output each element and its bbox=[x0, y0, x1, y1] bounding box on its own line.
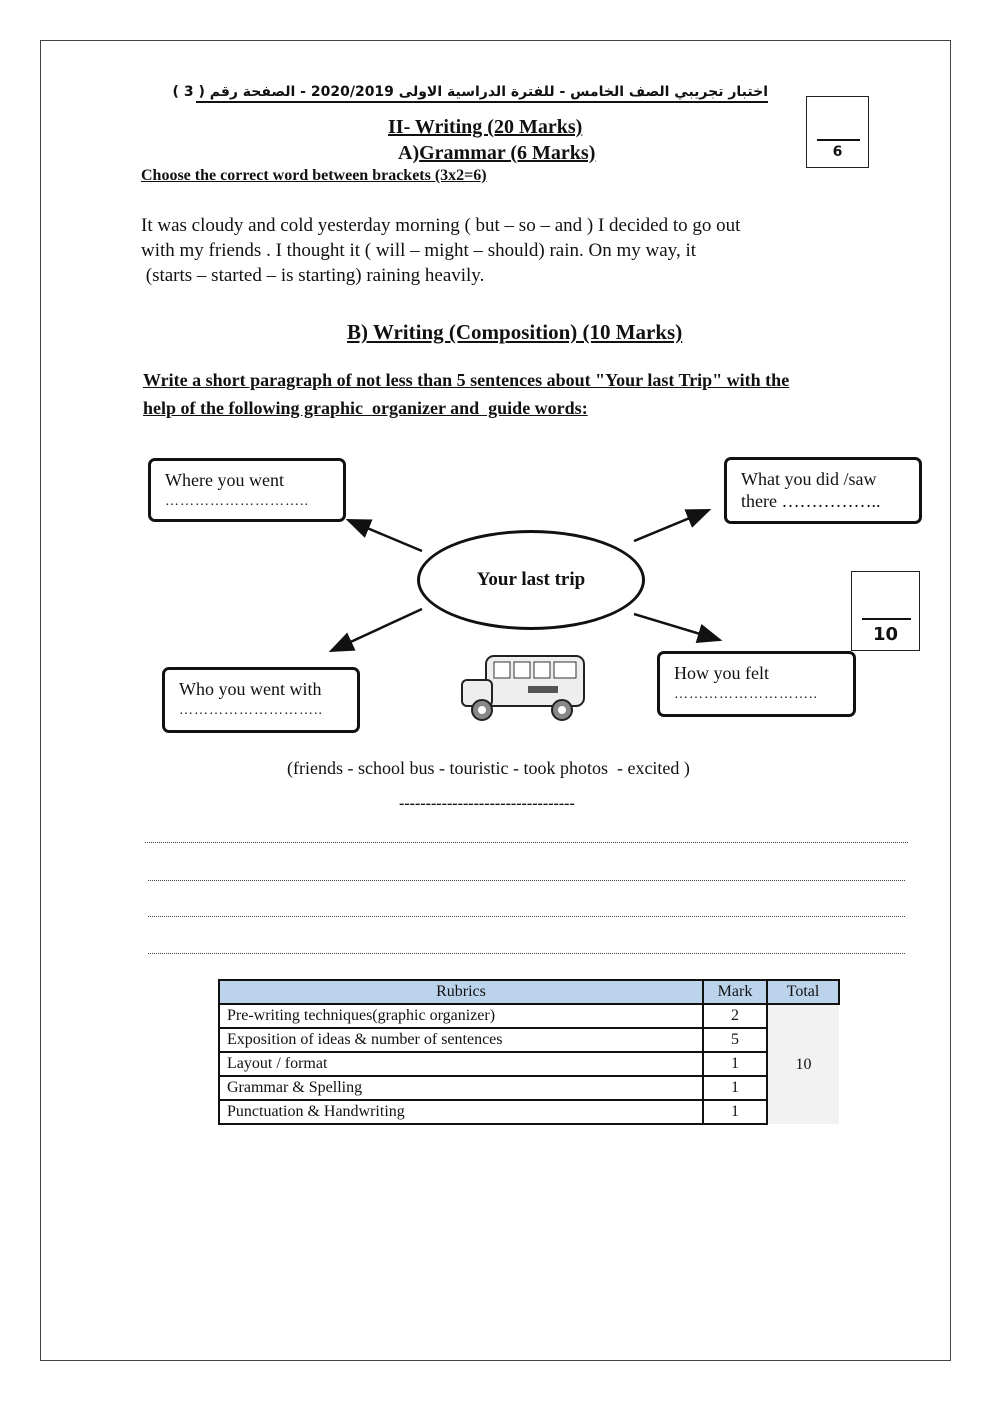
table-row bbox=[219, 1076, 839, 1100]
node-label: What you did /saw bbox=[741, 469, 877, 489]
grammar-line: (starts – started – is starting) raining heavily. bbox=[141, 265, 485, 286]
instruction-line: help of the following graphic organizer and guide words: bbox=[143, 398, 588, 418]
writing-line[interactable] bbox=[145, 842, 908, 843]
rubric-mark: 2 bbox=[703, 1004, 767, 1028]
header-rubrics: Rubrics bbox=[219, 980, 703, 1004]
table-row bbox=[219, 1052, 839, 1076]
header-total: Total bbox=[767, 980, 839, 1004]
arrow-what bbox=[634, 510, 709, 541]
rubric-label: Grammar & Spelling bbox=[219, 1076, 703, 1100]
grammar-score: 6 bbox=[832, 144, 843, 160]
rubric-total: 10 bbox=[767, 1004, 839, 1124]
rubric-label: Punctuation & Handwriting bbox=[219, 1100, 703, 1124]
rubric-mark: 5 bbox=[703, 1028, 767, 1052]
writing-line[interactable] bbox=[148, 953, 905, 954]
writing-line[interactable] bbox=[148, 880, 905, 881]
writing-line[interactable] bbox=[148, 916, 905, 917]
guide-words: (friends - school bus - touristic - took photos - excited ) bbox=[287, 758, 690, 778]
node-label: How you felt bbox=[674, 663, 769, 683]
rubrics-table bbox=[218, 979, 840, 1125]
center-label: Your last trip bbox=[476, 569, 586, 590]
grammar-line: It was cloudy and cold yesterday morning ( but – so – and ) I decided to go out bbox=[141, 215, 741, 236]
grammar-heading: Grammar (6 Marks) bbox=[419, 142, 596, 164]
arrow-how bbox=[634, 614, 720, 640]
arabic-header: اختبار تجريبي الصف الخامس - للفترة الدراسية الاولى 2020/2019 - الصفحة رقم ( 3 ) bbox=[196, 84, 768, 103]
node-who bbox=[162, 667, 360, 733]
center-node bbox=[417, 530, 645, 630]
node-what bbox=[724, 457, 922, 524]
node-label-2: there …………….. bbox=[741, 491, 881, 511]
node-dots: ……………………….. bbox=[179, 703, 323, 718]
node-dots: ……………………….. bbox=[674, 687, 818, 702]
writing-score: 10 bbox=[872, 624, 899, 645]
grammar-line: with my friends . I thought it ( will – might – should) rain. On my way, it bbox=[141, 240, 696, 261]
writing-title: B) Writing (Composition) (10 Marks) bbox=[347, 320, 683, 344]
arrow-who bbox=[331, 609, 422, 651]
grammar-instruction: Choose the correct word between brackets (3x2=6) bbox=[141, 167, 487, 184]
table-header bbox=[219, 980, 839, 1004]
school-bus-image bbox=[458, 650, 588, 722]
rubric-label: Exposition of ideas & number of sentences bbox=[219, 1028, 703, 1052]
header-mark: Mark bbox=[703, 980, 767, 1004]
node-dots: ……………………….. bbox=[165, 494, 309, 509]
rubric-mark: 1 bbox=[703, 1076, 767, 1100]
rubric-mark: 1 bbox=[703, 1100, 767, 1124]
node-label: Where you went bbox=[165, 470, 284, 490]
table-row bbox=[219, 1100, 839, 1124]
arrow-where bbox=[348, 520, 422, 551]
section-title: II- Writing (20 Marks) bbox=[388, 116, 583, 138]
node-label: Who you went with bbox=[179, 679, 322, 699]
node-where bbox=[148, 458, 346, 522]
table-row bbox=[219, 1004, 839, 1028]
rubric-label: Layout / format bbox=[219, 1052, 703, 1076]
table-row bbox=[219, 1028, 839, 1052]
grammar-prefix: A) bbox=[398, 142, 420, 164]
rubric-label: Pre-writing techniques(graphic organizer) bbox=[219, 1004, 703, 1028]
rubric-mark: 1 bbox=[703, 1052, 767, 1076]
instruction-line: Write a short paragraph of not less than 5 sentences about "Your last Trip" with the bbox=[143, 370, 790, 390]
writing-score-box bbox=[851, 571, 920, 651]
separator: --------------------------------- bbox=[399, 795, 575, 812]
node-how bbox=[657, 651, 856, 717]
